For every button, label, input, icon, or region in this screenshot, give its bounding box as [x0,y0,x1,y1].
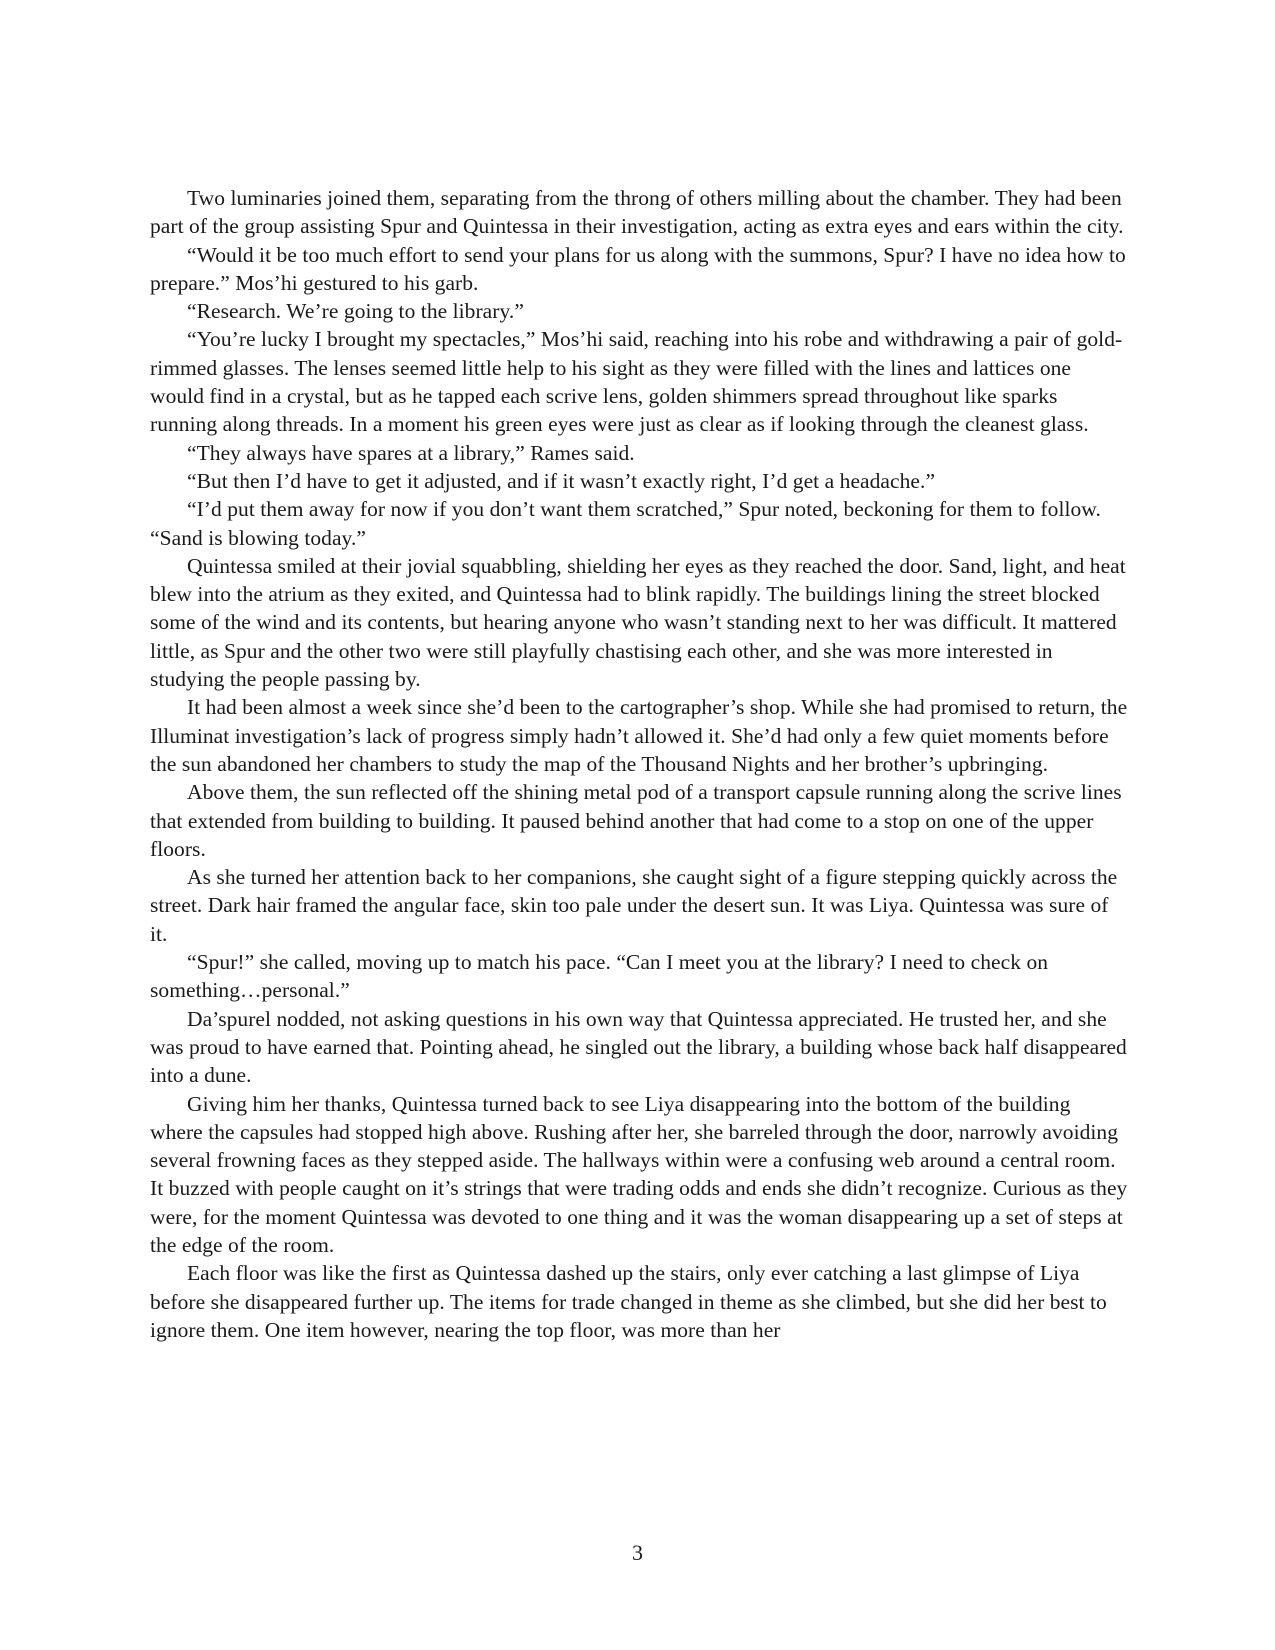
paragraph: Each floor was like the first as Quintessa dashed up the stairs, only ever catching a last glimpse of Liya before she disappeared further up. The items for trade changed in theme as she climbed, but she did her best to ignore them. One item however, nearing the top floor, was more than her [150,1261,1107,1342]
paragraph: Giving him her thanks, Quintessa turned back to see Liya disappearing into the bottom of the building where the capsules had stopped high above. Rushing after her, she barreled through the door, narrowly avoiding several frowning faces as they stepped aside. The hallways within were a confusing web around a central room. It buzzed with people caught on it’s strings that were trading odds and ends she didn’t recognize. Curious as they were, for the moment Quintessa was devoted to one thing and it was the woman disappearing up a set of steps at the edge of the room. [150,1091,1128,1257]
paragraph: Da’spurel nodded, not asking questions in his own way that Quintessa appreciated. He trusted her, and she was proud to have earned that. Pointing ahead, he singled out the library, a building whose back half disappeared into a dune. [150,1006,1127,1088]
paragraph: Above them, the sun reflected off the shining metal pod of a transport capsule running along the scrive lines that extended from building to building. It paused behind another that had come to a stop on one of the upper floors. [150,780,1122,861]
paragraph: As she turned her attention back to her companions, she caught sight of a figure stepping quickly across the street. Dark hair framed the angular face, skin too pale under the desert sun. It was Liya. Quintessa was sure of it. [150,865,1118,946]
paragraph: It had been almost a week since she’d been to the cartographer’s shop. While she had promised to return, the Illuminat investigation’s lack of progress simply hadn’t allowed it. She’d had only a few quiet moments before the sun abandoned her chambers to study the map of the Thousand Nights and her brother’s upbringing. [150,695,1128,776]
page-body [150,184,1128,1344]
paragraph: “You’re lucky I brought my spectacles,” Mos’hi said, reaching into his robe and withdrawing a pair of gold-rimmed glasses. The lenses seemed little help to his sight as they were filled with the lines and lattices one would find in a crystal, but as he tapped each scrive lens, golden shimmers spread throughout like sparks running along threads. In a moment his green eyes were just as clear as if looking through the cleanest glass. [150,327,1123,437]
page-number: 3 [632,1540,643,1565]
paragraph: “But then I’d have to get it adjusted, and if it wasn’t exactly right, I’d get a headache.” [187,468,936,493]
paragraph: “I’d put them away for now if you don’t want them scratched,” Spur noted, beckoning for them to follow. “Sand is blowing today.” [150,497,1101,550]
paragraph: “Research. We’re going to the library.” [187,299,524,324]
paragraph: “They always have spares at a library,” Rames said. [187,440,635,465]
paragraph: Two luminaries joined them, separating from the throng of others milling about the chamber. They had been part of the group assisting Spur and Quintessa in their investigation, acting as extra eyes and ears within the city. [150,186,1124,239]
paragraph: Quintessa smiled at their jovial squabbling, shielding her eyes as they reached the door. Sand, light, and heat blew into the atrium as they exited, and Quintessa had to blink rapidly. The buildings lining the street blocked some of the wind and its contents, but hearing anyone who wasn’t standing next to her was difficult. It mattered little, as Spur and the other two were still playfully chastising each other, and she was more interested in studying the people passing by. [150,553,1126,692]
paragraph: “Spur!” she called, moving up to match his pace. “Can I meet you at the library? I need to check on something…personal.” [150,950,1049,1003]
paragraph: “Would it be too much effort to send your plans for us along with the summons, Spur? I have no idea how to prepare.” Mos’hi gestured to his garb. [150,242,1126,295]
